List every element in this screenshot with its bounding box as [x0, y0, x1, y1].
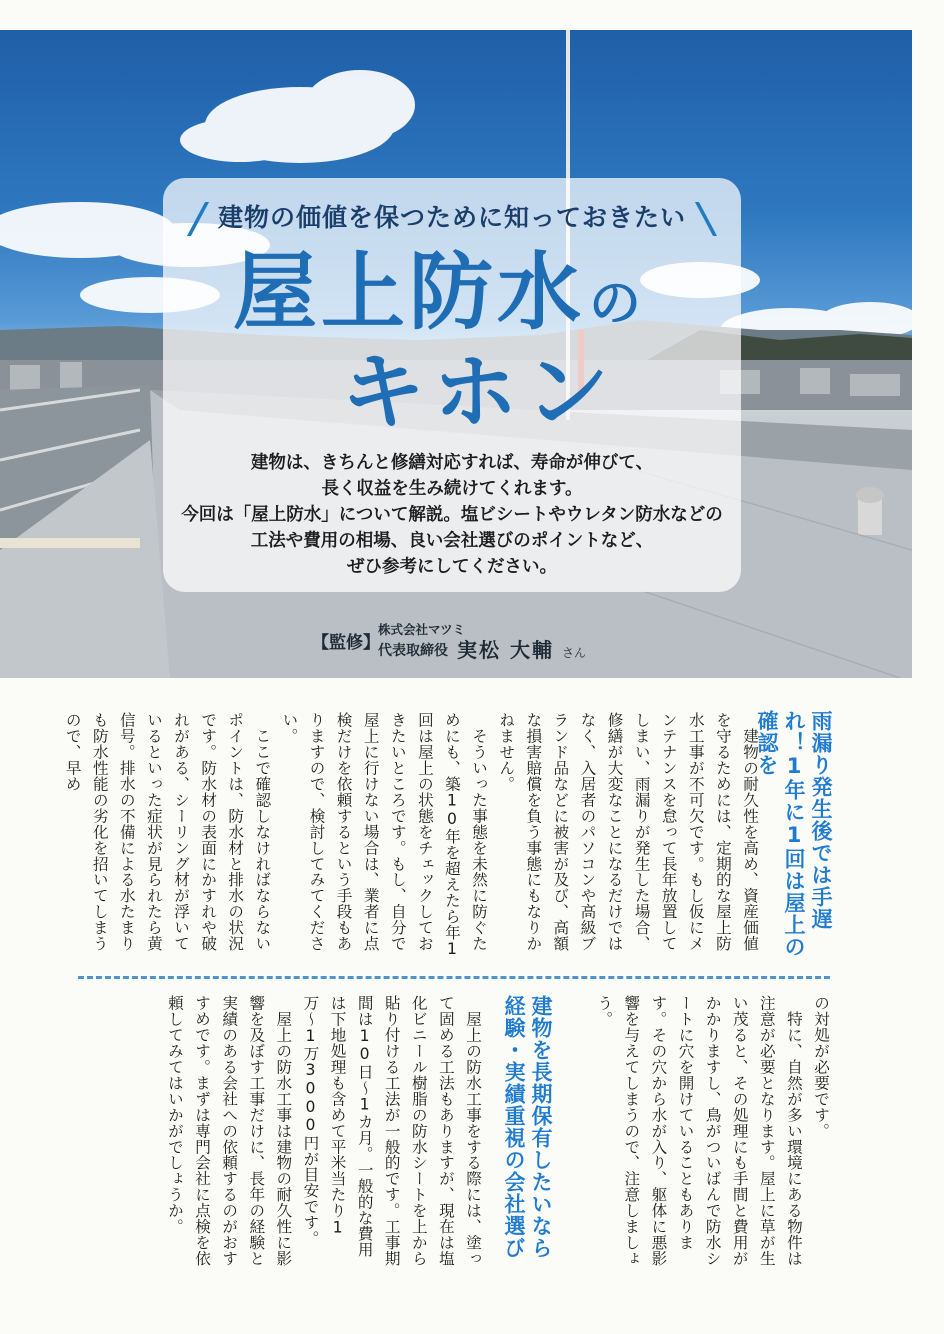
slash-decoration-right: [695, 202, 717, 236]
main-title-line2: キホン: [341, 343, 618, 441]
lead-line: 工法や費用の相場、良い会社選びのポイントなど、: [250, 531, 654, 551]
lead-line: 今回は「屋上防水」について解説。塩ビシートやウレタン防水などの: [181, 505, 723, 525]
section2-body-after: 屋上の防水工事をする際には、塗って固める工法もありますが、現在は塩化ビニール樹脂の防水シートを上から貼り付ける工法が一般的です。工事期間は10日〜1カ月。一般的な費用は下地処理も含めて平米当たり1万〜1万3000円が目安です。 屋上の防水工事は建物の耐久性に影響を及ぼす工事だけに、長年の経験と実績のある会社への依頼するのがおすすめです。まずは専門会社に点検を依頼してみてはいかがでしょうか。: [165, 995, 482, 1267]
supervisor-name: 実松 大輔: [457, 638, 554, 662]
slash-decoration-left: [187, 202, 209, 236]
main-title-line1: [233, 243, 642, 341]
lead-line: ぜひ参考にしてください。: [347, 557, 557, 577]
lead-line: 長く収益を生み続けてくれます。: [321, 479, 583, 499]
subtitle-text: 建物の価値を保つために知っておきたい: [217, 203, 686, 232]
section1-body: 建物の耐久性を高め、資産価値を守るためには、定期的な屋上防水工事が不可欠です。もし仮にメンテナンスを怠って長年放置してしまい、雨漏りが発生した場合、修繕が大変なことになるだけではなく、入居者のパソコンや高級ブランド品などに被害が及び、高額な損害賠償を負う事態にもなりかねません。 そういった事態を未然に防ぐためにも、築10年を超えたら年1回は屋上の状態をチェックしておきたいところです。もし、自分で屋上に行けない場合は、業者に点検だけを依頼するという手段もありますので、検討してみてください。 ここで確認しなければならないポイントは、防水材と排水の状況です。防水材の表面にかすれや破れがある、シーリング材が浮いているといった症状が見られたら黄信号。排水の不備による水たまりも防水性能の劣化を招いてしまうので、早め: [63, 712, 759, 959]
supervisor-company: 株式会社マツミ: [378, 622, 466, 637]
section2-body-before: の対処が必要です。 特に、自然が多い環境にある物件は注意が必要となります。屋上に草が生い茂ると、その処理にも手間と費用がかかりますし、鳥がついばんで防水シートに穴を開けていることもあります。その穴から水が入り、躯体に悪影響を与えてしまうので、注意しましょう。: [595, 995, 830, 1267]
main-title-text: 屋上防水: [233, 243, 586, 341]
supervisor-tag: 【監修】: [312, 633, 380, 653]
subtitle: [163, 198, 741, 236]
supervisor-honorific: さん: [562, 646, 587, 660]
supervisor-role: 代表取締役: [378, 643, 448, 659]
main-title-particle: の: [589, 274, 642, 334]
lead-line: 建物は、きちんと修繕対応すれば、寿命が伸びて、: [250, 453, 654, 473]
section2-heading: 建物を長期保有したいなら経験・実績重視の会社選び: [502, 995, 553, 1259]
lead-paragraph: [163, 450, 741, 580]
title-panel: [163, 178, 741, 592]
dashed-divider: [78, 976, 830, 979]
hero-photo: [0, 30, 912, 678]
section1-heading: 雨漏り発生後では手遅れ！1年に1回は屋上の確認を: [755, 710, 833, 958]
